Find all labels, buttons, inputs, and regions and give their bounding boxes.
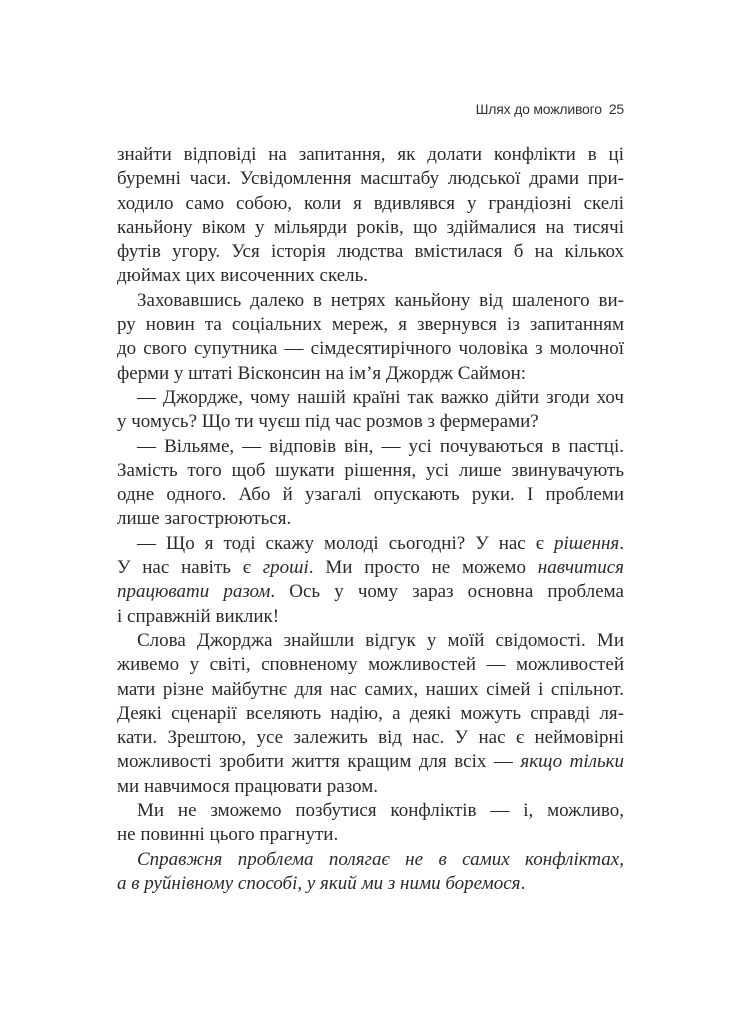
- text-line: [117, 459, 624, 483]
- text-run: .: [520, 872, 526, 894]
- text-run: ру новин та соціальних мереж, я звернувся із запитанням: [117, 314, 624, 336]
- text-run: — Вільяме, — відповів він, — усі почуваються в пастці.: [137, 435, 624, 457]
- text-line: [117, 848, 624, 872]
- italic-text: а в руйнівному способі, у який ми з ними боремося: [117, 872, 521, 894]
- text-line: [117, 483, 624, 507]
- text-line: [117, 678, 624, 702]
- paragraph: [117, 435, 624, 532]
- body-text: [117, 143, 624, 896]
- text-line: [117, 289, 624, 313]
- text-line: [117, 750, 624, 774]
- text-line: [117, 240, 624, 264]
- text-line: [117, 799, 624, 823]
- text-line: [117, 167, 624, 191]
- text-run: — Джордже, чому нашій країні так важко дійти згоди хоч: [137, 386, 624, 408]
- text-line: [117, 629, 624, 653]
- text-run: Заховавшись далеко в нетрях каньйону від шаленого ви-: [137, 289, 624, 311]
- text-run: Деякі сценарії вселяють надію, а деякі можуть справді ля-: [117, 702, 624, 724]
- italic-text: гроші: [262, 557, 309, 579]
- text-line: [117, 775, 624, 799]
- text-run: дюймах цих височенних скель.: [117, 265, 369, 287]
- text-run: футів угору. Уся історія людства вмістилася б на кількох: [117, 241, 624, 263]
- text-run: одне одного. Або й узагалі опускають руки. І проблеми: [117, 484, 624, 506]
- italic-text: працювати разом: [117, 581, 271, 603]
- text-line: [117, 702, 624, 726]
- text-line: [117, 580, 624, 604]
- paragraph: [117, 289, 624, 386]
- paragraph: [117, 532, 624, 629]
- text-line: [117, 653, 624, 677]
- text-run: . Ми просто не можемо: [308, 557, 538, 579]
- text-run: буремні часи. Усвідомлення масштабу людської драми при-: [117, 168, 624, 190]
- text-run: у чомусь? Що ти чуєш під час розмов з фермерами?: [117, 411, 539, 433]
- text-line: [117, 313, 624, 337]
- text-run: лише загострюються.: [117, 508, 292, 530]
- text-run: ми навчимося працювати разом.: [117, 775, 379, 797]
- paragraph: [117, 848, 624, 897]
- text-line: [117, 605, 624, 629]
- text-run: кати. Зрештою, усе залежить від нас. У нас є неймовірні: [117, 727, 624, 749]
- text-run: не повинні цього прагнути.: [117, 824, 339, 846]
- italic-text: рішення: [554, 532, 620, 554]
- text-line: [117, 337, 624, 361]
- text-run: живемо у світі, сповненому можливостей — можливостей: [117, 654, 624, 676]
- page-number: 25: [608, 101, 624, 117]
- text-line: [117, 532, 624, 556]
- text-line: [117, 823, 624, 847]
- text-run: знайти відповіді на запитання, як долати конфлікти в ці: [117, 144, 624, 165]
- text-run: можливості зробити життя кращим для всіх —: [117, 751, 521, 773]
- text-line: [117, 192, 624, 216]
- text-line: [117, 143, 624, 167]
- text-run: Замість того щоб шукати рішення, усі лише звинувачують: [117, 459, 624, 481]
- text-line: [117, 410, 624, 434]
- text-line: [117, 507, 624, 531]
- italic-text: Справжня проблема полягає не в самих конфліктах,: [137, 848, 624, 870]
- paragraph: [117, 386, 624, 435]
- text-run: Ми не зможемо позбутися конфліктів — і, можливо,: [137, 800, 624, 822]
- paragraph: [117, 143, 624, 289]
- text-line: [117, 556, 624, 580]
- text-line: [117, 362, 624, 386]
- text-run: . Ось у чому зараз основна проблема: [270, 581, 624, 603]
- paragraph: [117, 629, 624, 799]
- text-run: .: [619, 532, 624, 554]
- text-run: Слова Джорджа знайшли відгук у моїй свідомості. Ми: [137, 629, 624, 651]
- text-line: [117, 386, 624, 410]
- text-run: — Що я тоді скажу молоді сьогодні? У нас є: [137, 532, 554, 554]
- text-run: мати різне майбутнє для нас самих, наших сімей і спільнот.: [117, 678, 624, 700]
- text-line: [117, 872, 624, 896]
- text-run: і справжній виклик!: [117, 605, 280, 627]
- text-line: [117, 216, 624, 240]
- running-header: [476, 101, 624, 117]
- text-run: У нас навіть є: [117, 557, 263, 579]
- text-line: [117, 264, 624, 288]
- text-run: каньйону віком у мільярди років, що здіймалися на тисячі: [117, 216, 624, 238]
- italic-text: якщо тільки: [520, 751, 624, 773]
- text-run: ходило само собою, коли я вдивлявся у грандіозні скелі: [117, 192, 624, 214]
- paragraph: [117, 799, 624, 848]
- text-line: [117, 435, 624, 459]
- text-line: [117, 726, 624, 750]
- text-run: до свого супутника — сімдесятирічного чоловіка з молочної: [117, 338, 624, 360]
- italic-text: навчитися: [537, 557, 624, 579]
- chapter-title: Шлях до можливого: [475, 101, 602, 117]
- text-run: ферми у штаті Вісконсин на ім’я Джордж Саймон:: [117, 362, 527, 384]
